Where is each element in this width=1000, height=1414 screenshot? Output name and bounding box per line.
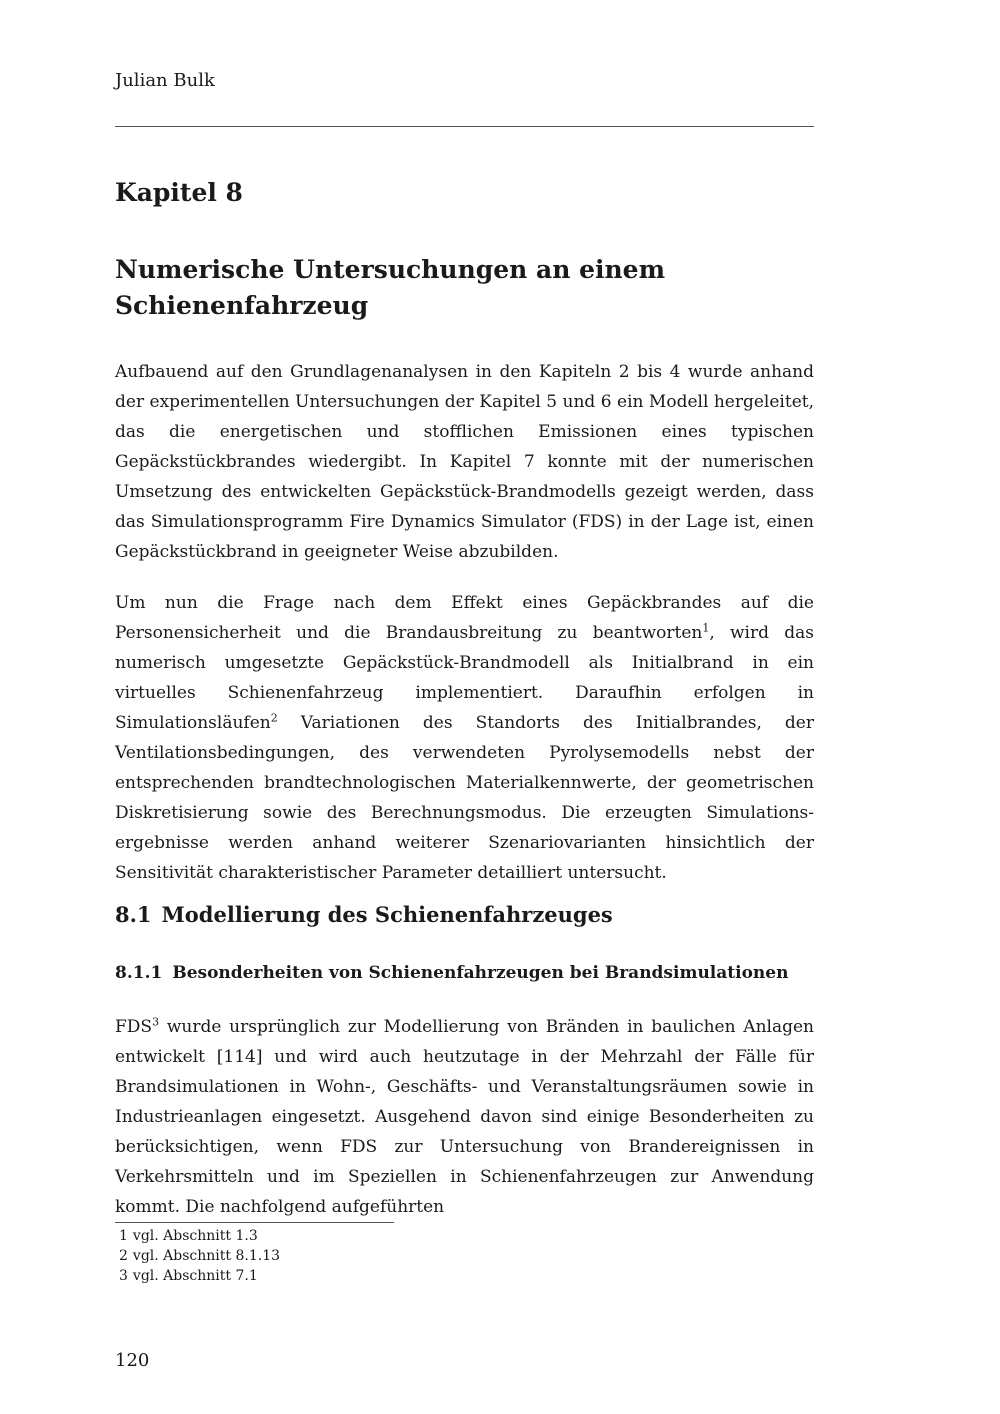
footnote-number: 1 [119,1228,128,1244]
chapter-title-line2: Schienenfahrzeug [115,291,369,320]
paragraph-scope-part1: Um nun die Frage nach dem Effekt eines Gepäckbrandes auf die Personensicherheit und die Brandausbreitung zu beantworten [115,593,814,643]
footnote [119,1226,280,1246]
paragraph-scope-part2: , wird das numerisch umgesetzte Gepäckstück-Brandmodell als Initialbrand in ein virtuelles Schienenfahrzeug implementiert. Daraufhin erfolgen in Simulationsläufen [115,623,814,733]
footnote-text: vgl. Abschnitt 8.1.13 [132,1248,281,1264]
running-head: Julian Bulk [115,70,215,91]
footnotes [119,1226,280,1286]
footnote-ref-2[interactable]: 2 [270,711,278,725]
chapter-label: Kapitel 8 [115,178,243,207]
page-number: 120 [115,1350,150,1371]
paragraph-scope-part3: Variationen des Standorts des Initialbrandes, der Ventilationsbedingungen, des verwendeten Pyrolysemodells nebst der entsprechenden brandtechnologischen Materialkennwerte, der geometrischen Diskretisierung sowie des Berechnungsmodus. Die erzeugten Simulationsergebnisse werden anhand weiterer Szenariovarianten hinsichtlich der Sensitivität charakteristischer Parameter detailliert untersucht. [115,713,814,883]
section-number: 8.1 [115,902,152,927]
chapter-title-line1: Numerische Untersuchungen an einem [115,255,666,284]
footnote-text: vgl. Abschnitt 7.1 [132,1268,258,1284]
subsection-number: 8.1.1 [115,963,163,983]
paragraph-fds-part1: FDS [115,1017,153,1037]
paragraph-intro: Aufbauend auf den Grundlagenanalysen in den Kapiteln 2 bis 4 wurde anhand der experimentellen Untersuchungen der Kapitel 5 und 6 ein Modell hergeleitet, das die energetischen und stofflichen Emissionen eines typischen Gepäckstückbrandes wiedergibt. In Kapitel 7 konnte mit der numerischen Umsetzung des entwickelten Gepäckstück-Brandmodells gezeigt werden, dass das Simulationsprogramm Fire Dynamics Simulator (FDS) in der Lage ist, einen Gepäckstückbrand in geeigneter Weise abzubilden. [115,362,814,562]
footnote [119,1266,280,1286]
footnote-ref-3[interactable]: 3 [152,1015,160,1029]
paragraph-scope [115,588,814,888]
footnote-rule [115,1222,394,1223]
section-title: Modellierung des Schienenfahrzeuges [161,902,613,927]
header-rule [115,126,814,127]
section-heading [115,902,613,927]
footnote-number: 3 [119,1268,128,1284]
footnote-number: 2 [119,1248,128,1264]
subsection-title: Besonderheiten von Schienenfahrzeugen bei Brandsimulationen [172,963,789,983]
paragraph-fds [115,1012,814,1222]
paragraph-fds-part2: wurde ursprünglich zur Modellierung von Bränden in baulichen Anlagen entwickelt [114] und wird auch heutzutage in der Mehrzahl der Fälle für Brandsimulationen in Wohn-, Geschäfts- und Veranstaltungsräumen sowie in Industrieanlagen eingesetzt. Ausgehend davon sind einige Besonderheiten zu berücksichtigen, wenn FDS zur Untersuchung von Brandereignissen in Verkehrsmitteln und im Speziellen in Schienenfahrzeugen zur Anwendung kommt. Die nachfolgend aufgeführten [115,1017,814,1217]
footnote [119,1246,280,1266]
footnote-ref-1[interactable]: 1 [702,621,710,635]
chapter-title [115,252,814,324]
subsection-heading [115,963,788,983]
footnote-text: vgl. Abschnitt 1.3 [132,1228,258,1244]
